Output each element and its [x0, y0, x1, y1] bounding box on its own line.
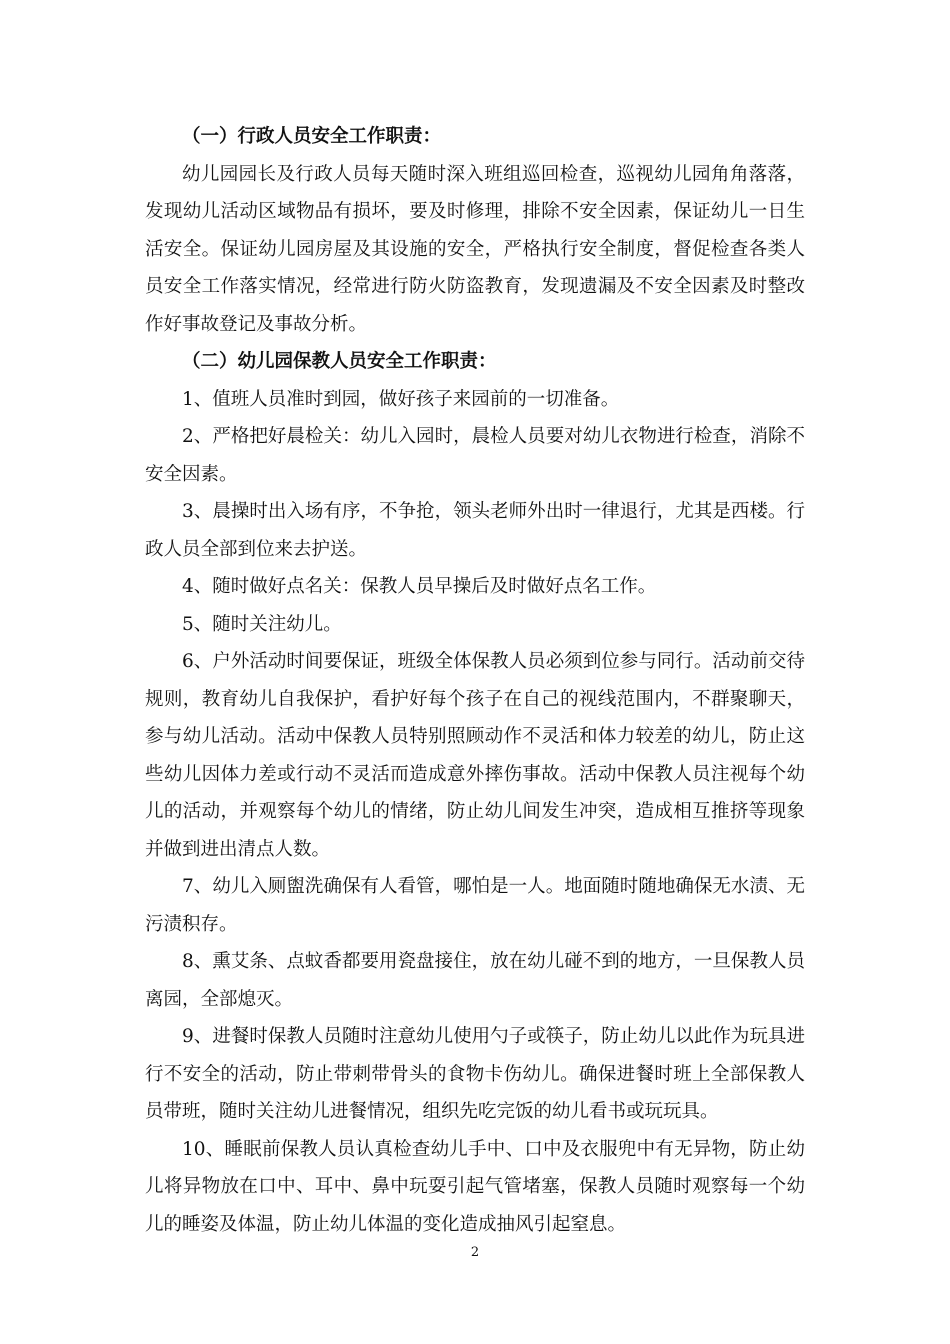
list-item: 10、睡眠前保教人员认真检查幼儿手中、口中及衣服兜中有无异物，防止幼儿将异物放在口中、耳中、鼻中玩耍引起气管堵塞，保教人员随时观察每一个幼儿的睡姿及体温，防止幼儿体温的变化造成抽风引起窒息。: [145, 1138, 805, 1235]
list-item: 1、值班人员准时到园，做好孩子来园前的一切准备。: [182, 388, 620, 410]
list-item: 7、幼儿入厕盥洗确保有人看管，哪怕是一人。地面随时随地确保无水渍、无污渍积存。: [145, 876, 805, 935]
list-item: 8、熏艾条、点蚊香都要用瓷盘接住，放在幼儿碰不到的地方，一旦保教人员离园，全部熄灭。: [145, 951, 805, 1010]
section-heading-administrative: （一）行政人员安全工作职责：: [182, 126, 442, 147]
list-item: 2、严格把好晨检关：幼儿入园时，晨检人员要对幼儿衣物进行检查，消除不安全因素。: [145, 426, 805, 485]
list-item: 4、随时做好点名关：保教人员早操后及时做好点名工作。: [182, 576, 657, 597]
document-page: [145, 118, 805, 1243]
list-item: 9、进餐时保教人员随时注意幼儿使用勺子或筷子，防止幼儿以此作为玩具进行不安全的活动，防止带刺带骨头的食物卡伤幼儿。确保进餐时班上全部保教人员带班，随时关注幼儿进餐情况，组织先吃完饭的幼儿看书或玩玩具。: [145, 1026, 805, 1122]
list-item: 5、随时关注幼儿。: [182, 613, 342, 635]
page-number: 2: [470, 1245, 480, 1260]
paragraph-administrative-duties: 幼儿园园长及行政人员每天随时深入班组巡回检查，巡视幼儿园角角落落，发现幼儿活动区域物品有损坏，要及时修理，排除不安全因素，保证幼儿一日生活安全。保证幼儿园房屋及其设施的安全，严格执行安全制度，督促检查各类人员安全工作落实情况，经常进行防火防盗教育，发现遗漏及不安全因素及时整改作好事故登记及事故分析。: [145, 163, 805, 335]
list-item: 3、晨操时出入场有序，不争抢，领头老师外出时一律退行，尤其是西楼。行政人员全部到位来去护送。: [145, 501, 805, 560]
section-heading-teaching-staff: （二）幼儿园保教人员安全工作职责：: [182, 351, 497, 372]
list-item: 6、户外活动时间要保证，班级全体保教人员必须到位参与同行。活动前交待规则，教育幼儿自我保护，看护好每个孩子在自己的视线范围内，不群聚聊天，参与幼儿活动。活动中保教人员特别照顾动作不灵活和体力较差的幼儿，防止这些幼儿因体力差或行动不灵活而造成意外摔伤事故。活动中保教人员注视每个幼儿的活动，并观察每个幼儿的情绪，防止幼儿间发生冲突，造成相互推挤等现象并做到进出清点人数。: [145, 651, 805, 860]
